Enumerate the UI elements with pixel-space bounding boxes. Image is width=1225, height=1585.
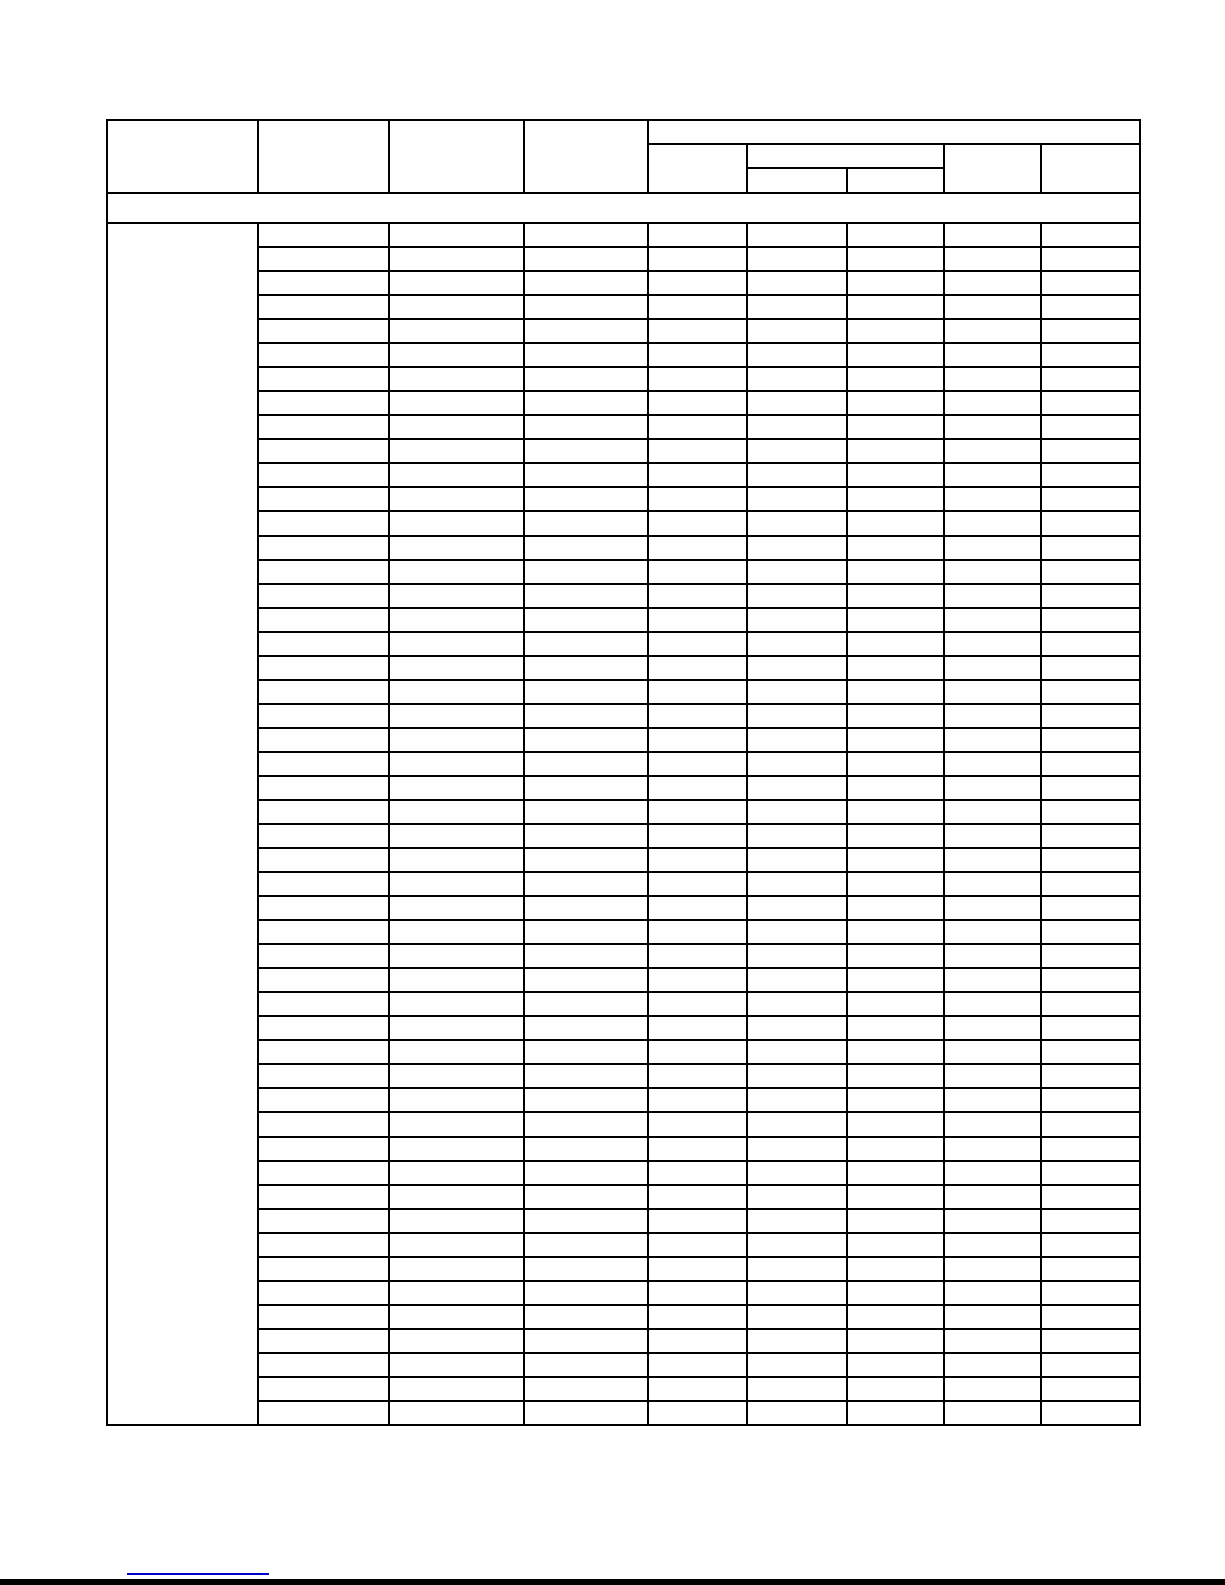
- grid-line: [257, 847, 1141, 849]
- grid-line: [257, 1256, 1141, 1258]
- row-label-merged-column: [107, 223, 258, 1425]
- grid-line: [257, 583, 1141, 585]
- grid-line: [257, 1208, 1141, 1210]
- grid-line: [257, 486, 1141, 488]
- grid-line: [257, 775, 1141, 777]
- grid-line: [257, 1304, 1141, 1306]
- header-cell-col2: [258, 120, 389, 193]
- grid-line: [257, 919, 1141, 921]
- grid-line: [257, 967, 1141, 969]
- grid-line: [1139, 119, 1141, 1426]
- grid-line: [257, 679, 1141, 681]
- grid-line: [257, 535, 1141, 537]
- grid-line: [257, 991, 1141, 993]
- grid-line: [257, 1160, 1141, 1162]
- grid-line: [257, 1111, 1141, 1113]
- footer-link-underline[interactable]: [127, 1573, 269, 1575]
- page-edge-bar: [0, 1579, 1225, 1585]
- grid-line: [257, 1136, 1141, 1138]
- grid-line: [257, 703, 1141, 705]
- grid-line: [257, 727, 1141, 729]
- grid-line: [257, 1063, 1141, 1065]
- header-nested-left-cell: [747, 168, 847, 193]
- grid-line: [257, 294, 1141, 296]
- grid-line: [257, 871, 1141, 873]
- grid-line: [257, 823, 1141, 825]
- grid-line: [106, 1424, 1141, 1426]
- header-nested-group-cell: [747, 144, 944, 168]
- section-title-band: [107, 193, 1140, 223]
- grid-line: [257, 559, 1141, 561]
- grid-line: [257, 1015, 1141, 1017]
- grid-line: [257, 631, 1141, 633]
- header-nested-right-cell: [847, 168, 944, 193]
- grid-line: [257, 270, 1141, 272]
- header-cell-col1: [107, 120, 258, 193]
- grid-line: [257, 246, 1141, 248]
- grid-line: [257, 1184, 1141, 1186]
- grid-line: [257, 799, 1141, 801]
- grid-line: [257, 1328, 1141, 1330]
- header-cell-sub4: [944, 144, 1041, 193]
- grid-line: [257, 1039, 1141, 1041]
- grid-line: [257, 438, 1141, 440]
- grid-line: [257, 1232, 1141, 1234]
- grid-line: [257, 510, 1141, 512]
- grid-line: [257, 895, 1141, 897]
- grid-line: [257, 1087, 1141, 1089]
- grid-line: [257, 607, 1141, 609]
- grid-line: [257, 1280, 1141, 1282]
- grid-line: [257, 390, 1141, 392]
- header-cell-col3: [389, 120, 524, 193]
- grid-line: [257, 462, 1141, 464]
- grid-line: [257, 1352, 1141, 1354]
- header-group-band: [648, 120, 1140, 144]
- grid-line: [257, 943, 1141, 945]
- grid-line: [257, 318, 1141, 320]
- grid-line: [257, 1400, 1141, 1402]
- grid-line: [257, 366, 1141, 368]
- grid-line: [257, 655, 1141, 657]
- grid-line: [257, 751, 1141, 753]
- grid-line: [257, 414, 1141, 416]
- header-cell-sub1: [648, 144, 747, 193]
- header-cell-col4: [524, 120, 648, 193]
- grid-line: [257, 1376, 1141, 1378]
- header-cell-sub5: [1041, 144, 1140, 193]
- grid-line: [257, 342, 1141, 344]
